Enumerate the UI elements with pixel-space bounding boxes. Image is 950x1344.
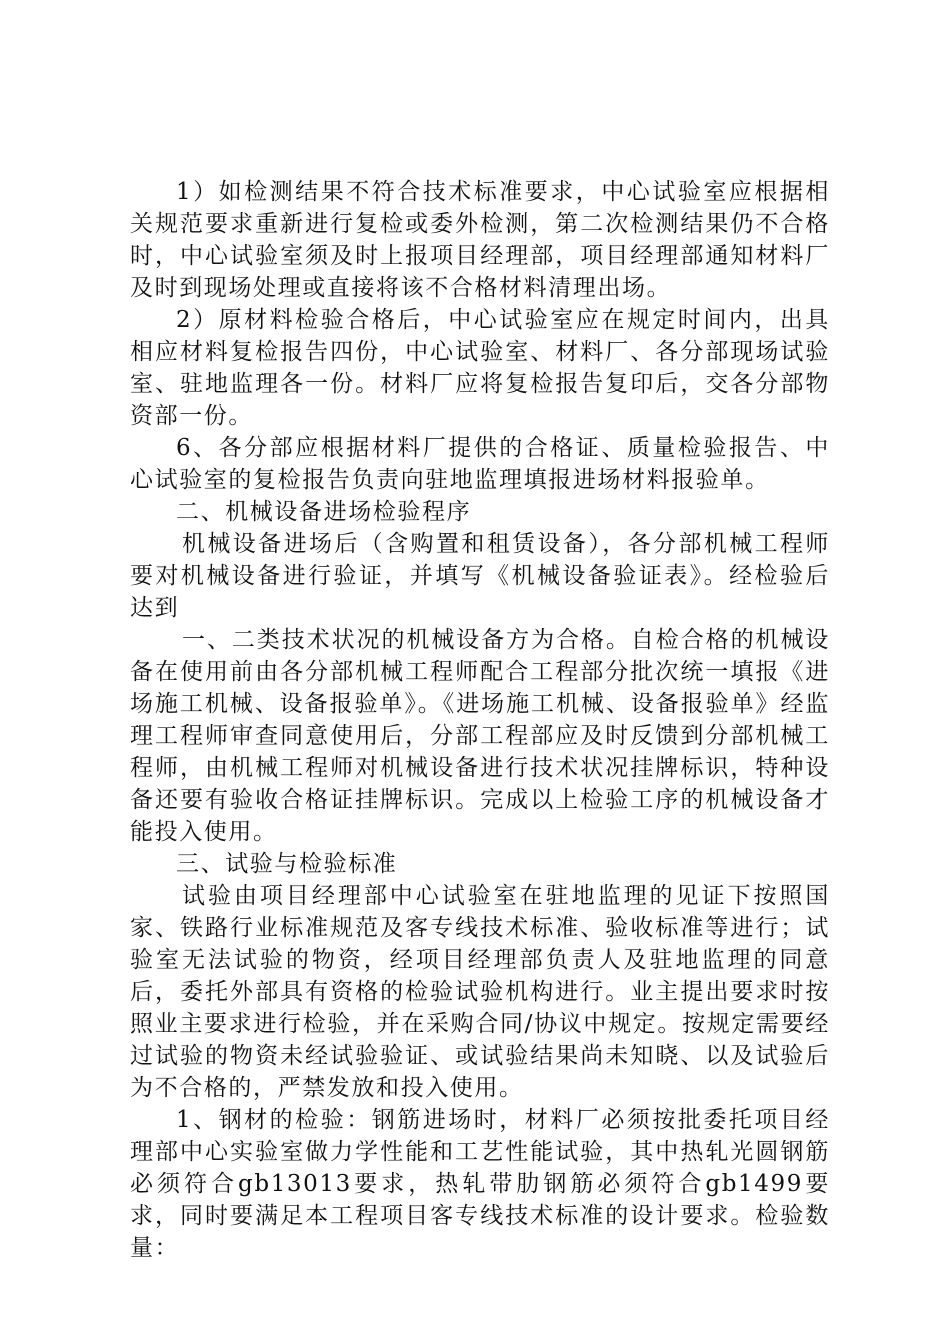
section-heading-test-standards: 三、试验与检验标准 <box>176 851 398 877</box>
paragraph-machinery-verification: 机械设备进场后（含购置和租赁设备），各分部机械工程师要对机械设备进行验证，并填写《机械设备验证表》。经检验后达到 <box>130 531 830 621</box>
paragraph-test-standards: 试验由项目经理部中心试验室在驻地监理的见证下按照国家、铁路行业标准规范及客专线技术标准、验收标准等进行；试验室无法试验的物资，经项目经理部负责人及驻地监理的同意后，委托外部具有资格的检验试验机构进行。业主提出要求时按照业主要求进行检验，并在采购合同/协议中规定。按规定需要经过试验的物资未经试验验证、或试验结果尚未知晓、以及试验后为不合格的，严禁发放和投入使用。 <box>130 883 830 1101</box>
paragraph-steel-inspection: 1、钢材的检验：钢筋进场时，材料厂必须按批委托项目经理部中心实验室做力学性能和工艺性能试验，其中热轧光圆钢筋必须符合gb13013要求，热轧带肋钢筋必须符合gb1499要求，同时要满足本工程项目客专线技术标准的设计要求。检验数量： <box>130 1107 830 1261</box>
section-heading-machinery: 二、机械设备进场检验程序 <box>176 499 472 525</box>
document-body <box>130 176 830 1264</box>
paragraph-machinery-grade: 一、二类技术状况的机械设备方为合格。自检合格的机械设备在使用前由各分部机械工程师配合工程部分批次统一填报《进场施工机械、设备报验单》。《进场施工机械、设备报验单》经监理工程师审查同意使用后，分部工程部应及时反馈到分部机械工程师，由机械工程师对机械设备进行技术状况挂牌标识，特种设备还要有验收合格证挂牌标识。完成以上检验工序的机械设备才能投入使用。 <box>130 627 830 845</box>
paragraph-raw-material-report: 2）原材料检验合格后，中心试验室应在规定时间内，出具相应材料复检报告四份，中心试验室、材料厂、各分部现场试验室、驻地监理各一份。材料厂应将复检报告复印后，交各分部物资部一份。 <box>130 307 830 429</box>
paragraph-retest-rule: 1）如检测结果不符合技术标准要求，中心试验室应根据相关规范要求重新进行复检或委外检测，第二次检测结果仍不合格时，中心试验室须及时上报项目经理部，项目经理部通知材料厂及时到现场处理或直接将该不合格材料清理出场。 <box>130 179 830 301</box>
paragraph-inspection-form: 6、各分部应根据材料厂提供的合格证、质量检验报告、中心试验室的复检报告负责向驻地监理填报进场材料报验单。 <box>130 435 830 493</box>
